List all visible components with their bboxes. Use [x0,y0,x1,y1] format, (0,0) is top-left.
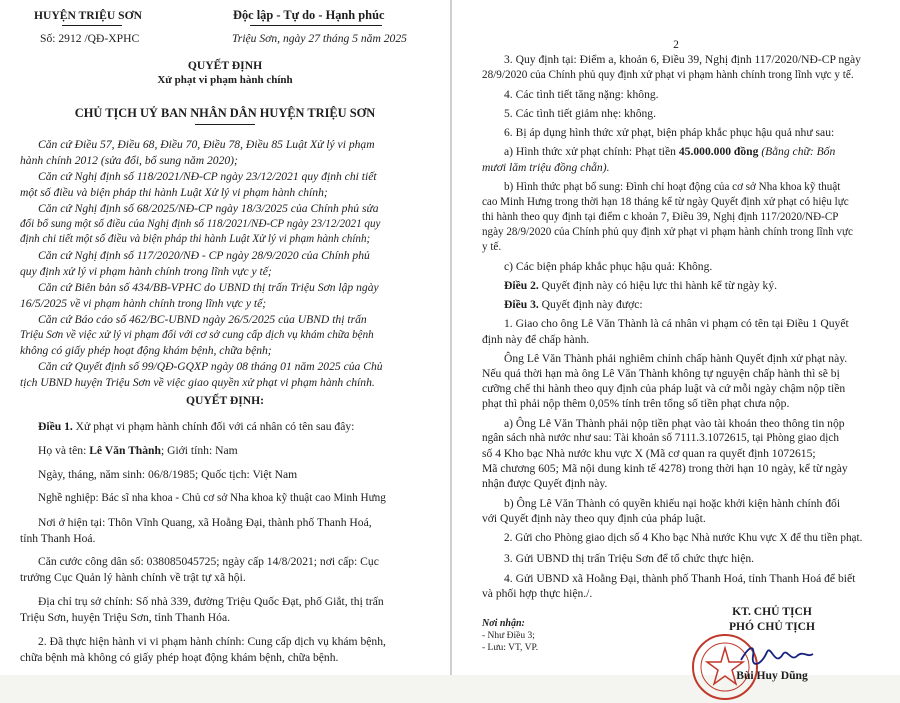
name-value: Lê Văn Thành [89,444,161,457]
item3-line: 28/9/2020 của Chính phủ quy định xử phạt vi phạm hành chính trong lĩnh vực y tế. [482,69,854,81]
payment-line: Mã chương 605; Mã nội dung kinh tế 4278) trong thời hạn 10 ngày, kể từ ngày [482,462,848,475]
id-card-line: trưởng Cục Quản lý hành chính về trật tự xã hội. [20,571,246,584]
violation-act-line: 2. Đã thực hiện hành vi vi phạm hành chính: Cung cấp dịch vụ khám bệnh, [38,635,386,648]
delivery-1-line: 1. Giao cho ông Lê Văn Thành là cá nhân vi phạm có tên tại Điều 1 Quyết [504,317,849,330]
additional-penalty-line: ngày 28/9/2020 của Chính phủ quy định xử phạt vi phạm hành chính trong lĩnh vực [482,226,853,238]
article-1-label: Điều 1. [38,420,73,433]
document-title: QUYẾT ĐỊNH [187,59,263,72]
additional-penalty-line: cao Minh Hưng trong thời hạn 18 tháng kể từ ngày Quyết định xử phạt có hiệu lực [482,196,849,208]
delivery-commune-line: và phối hợp thực hiện./. [482,587,593,600]
basis-line: tịch UBND huyện Triệu Sơn về việc giao quyền xử phạt vi phạm hành chính. [20,376,375,389]
basis-line: Triệu Sơn về việc xử lý vi phạm đối với cơ sở cung cấp dịch vụ khám chữa bệnh [20,329,374,341]
basis-line: Căn cứ Nghị định số 68/2025/NĐ-CP ngày 18/3/2025 của Chính phủ sửa [38,202,379,215]
payment-line: nhận được Quyết định này. [482,477,608,490]
gender-text: ; Giới tính: Nam [160,444,238,457]
signer-position: PHÓ CHỦ TỊCH [728,620,816,633]
additional-penalty-line: y tế. [482,241,502,253]
fine-words-continued: mươi lăm triệu đồng chẵn). [482,161,610,174]
aggravating-circumstances: 4. Các tình tiết tăng nặng: không. [504,88,659,101]
main-penalty [504,144,835,160]
agency-underline [62,25,122,26]
national-motto: Độc lập - Tự do - Hạnh phúc [233,8,385,22]
basis-line: 16/5/2025 về vi phạm hành chính trong lĩnh vực y tế; [20,297,267,310]
appeal-right-line: b) Ông Lê Văn Thành có quyền khiếu nại hoặc khởi kiện hành chính đối [504,497,841,510]
signing-capacity: KT. CHỦ TỊCH [732,605,812,618]
basis-line: Căn cứ Điều 57, Điều 68, Điều 70, Điều 78, Điều 85 Luật Xử lý vi phạm [38,138,375,151]
document-subtitle: Xử phạt vi phạm hành chính [157,74,293,86]
residence-line: Nơi ở hiện tại: Thôn Vĩnh Quang, xã Hoằng Đại, thành phố Thanh Hoá, [38,516,372,529]
signer-name: Bùi Huy Dũng [736,669,808,682]
violation-act-line: chữa bệnh mà không có giấy phép hoạt động khám bệnh, chữa bệnh. [20,651,339,664]
fine-words: (Bằng chữ: Bốn [758,145,836,158]
issuing-agency: HUYỆN TRIỆU SƠN [34,9,143,22]
article-2 [504,278,777,294]
article-2-text: Quyết định này có hiệu lực thi hành kể từ ngày ký. [538,279,778,292]
item3-line: 3. Quy định tại: Điểm a, khoản 6, Điều 39, Nghị định 117/2020/NĐ-CP ngày [504,53,861,66]
authority-underline [195,124,255,125]
article-2-label: Điều 2. [504,279,539,292]
issuing-authority: CHỦ TỊCH UỶ BAN NHÂN DÂN HUYỆN TRIỆU SƠN [74,106,376,120]
basis-line: Căn cứ Báo cáo số 462/BC-UBND ngày 26/5/2025 của UBND thị trấn [38,313,367,326]
basis-line: Căn cứ Biên bản số 434/BB-VPHC do UBND thị trấn Triệu Sơn lập ngày [38,281,379,294]
article-3-label: Điều 3. [504,298,539,311]
article-3-text: Quyết định này được: [538,298,643,311]
fine-label: a) Hình thức xử phạt chính: Phạt tiền [504,145,679,158]
delivery-town: 3. Gửi UBND thị trấn Triệu Sơn để tổ chức thực hiện. [504,552,755,565]
appeal-right-line: với Quyết định này theo quy định của pháp luật. [482,512,706,525]
decision-page-1 [0,0,450,675]
compliance-line: Nếu quá thời hạn mà ông Lê Văn Thành không tự nguyện chấp hành thì sẽ bị [482,367,840,380]
fine-amount: 45.000.000 đồng [678,145,759,158]
basis-line: hành chính 2012 (sửa đổi, bổ sung năm 2020); [20,154,238,167]
basis-line: quy định xử lý vi phạm hành chính trong lĩnh vực y tế; [20,265,272,278]
delivery-commune-line: 4. Gửi UBND xã Hoằng Đại, thành phố Thanh Hoá, tỉnh Thanh Hoá để biết [504,572,856,585]
compliance-line: Ông Lê Văn Thành phải nghiêm chỉnh chấp hành Quyết định xử phạt này. [504,352,848,365]
compliance-line: cưỡng chế thi hành theo quy định của pháp luật và cứ mỗi ngày chậm nộp tiền [482,382,846,395]
mitigating-circumstances: 5. Các tình tiết giảm nhẹ: không. [504,107,656,120]
basis-line: đổi bổ sung một số điều của Nghị định số 118/2021/NĐ-CP ngày 23/12/2021 quy [20,218,381,230]
basis-line: một số điều và biện pháp thi hành Luật Xử lý vi phạm hành chính; [20,186,328,199]
delivery-1-line: định này để chấp hành. [482,333,590,346]
basis-line: Căn cứ Nghị định số 117/2020/NĐ - CP ngày 28/9/2020 của Chính phủ [38,249,370,262]
delivery-treasury: 2. Gửi cho Phòng giao dịch số 4 Kho bạc Nhà nước Khu vực X để thu tiền phạt. [504,532,863,544]
additional-penalty-line: b) Hình thức phạt bổ sung: Đình chỉ hoạt động của cơ sở Nha khoa kỹ thuật [504,181,841,193]
place-date: Triệu Sơn, ngày 27 tháng 5 năm 2025 [232,32,407,45]
basis-line: Căn cứ Nghị định số 118/2021/NĐ-CP ngày 23/12/2021 quy định chi tiết [38,170,377,183]
document-number: Số: 2912 /QĐ-XPHC [40,32,140,45]
basis-line: định chi tiết một số điều và biện pháp thi hành Luật Xử lý vi phạm hành chính; [20,233,371,245]
birth-nationality: Ngày, tháng, năm sinh: 06/8/1985; Quốc tịch: Việt Nam [38,468,298,481]
recipients-title: Nơi nhận: [482,618,525,629]
additional-penalty-line: thi hành theo quy định tại điểm c khoản 7, Điều 39, Nghị định 117/2020/NĐ-CP [482,211,839,223]
article-3 [504,297,643,313]
compliance-line: phạt thì phải nộp thêm 0,05% tính trên tổng số tiền phạt chưa nộp. [482,397,790,410]
decision-page-2 [452,0,900,682]
article-1-text: Xử phạt vi phạm hành chính đối với cá nhân có tên sau đây: [72,420,355,433]
penalty-forms: 6. Bị áp dụng hình thức xử phạt, biện pháp khắc phục hậu quả như sau: [504,126,835,139]
basis-line: không có giấy phép hoạt động khám bệnh, chữa bệnh; [20,344,272,357]
occupation: Nghề nghiệp: Bác sĩ nha khoa - Chủ cơ sở Nha khoa kỹ thuật cao Minh Hưng [38,492,386,504]
office-line: Địa chỉ trụ sở chính: Số nhà 339, đường Triệu Quốc Đạt, phố Giắt, thị trấn [38,595,384,608]
page-number: 2 [673,38,679,51]
payment-line: ngân sách nhà nước như sau: Tài khoản số 7111.3.1072615, tại Phòng giao dịch [482,432,839,444]
basis-line: Căn cứ Quyết định số 99/QĐ-GQXP ngày 08 tháng 01 năm 2025 của Chủ [38,360,383,373]
name-label: Họ và tên: [38,444,90,457]
decide-heading: QUYẾT ĐỊNH: [185,394,265,407]
office-line: Triệu Sơn, huyện Triệu Sơn, tỉnh Thanh Hóa. [20,611,231,624]
id-card-line: Căn cước công dân số: 038085045725; ngày cấp 14/8/2021; nơi cấp: Cục [38,555,379,568]
recipient-item: - Lưu: VT, VP. [482,643,539,653]
motto-underline [250,25,382,26]
remedial-measures: c) Các biện pháp khắc phục hậu quả: Không. [504,260,713,273]
payment-line: số 4 Kho bạc Nhà nước khu vực X (Mã cơ quan ra quyết định 1072615; [482,447,816,460]
article-1 [38,419,354,435]
violator-name [38,443,238,459]
recipient-item: - Như Điều 3; [482,631,535,641]
payment-line: a) Ông Lê Văn Thành phải nộp tiền phạt vào tài khoản theo thông tin nộp [504,417,845,430]
residence-line: tỉnh Thanh Hoá. [20,532,96,545]
